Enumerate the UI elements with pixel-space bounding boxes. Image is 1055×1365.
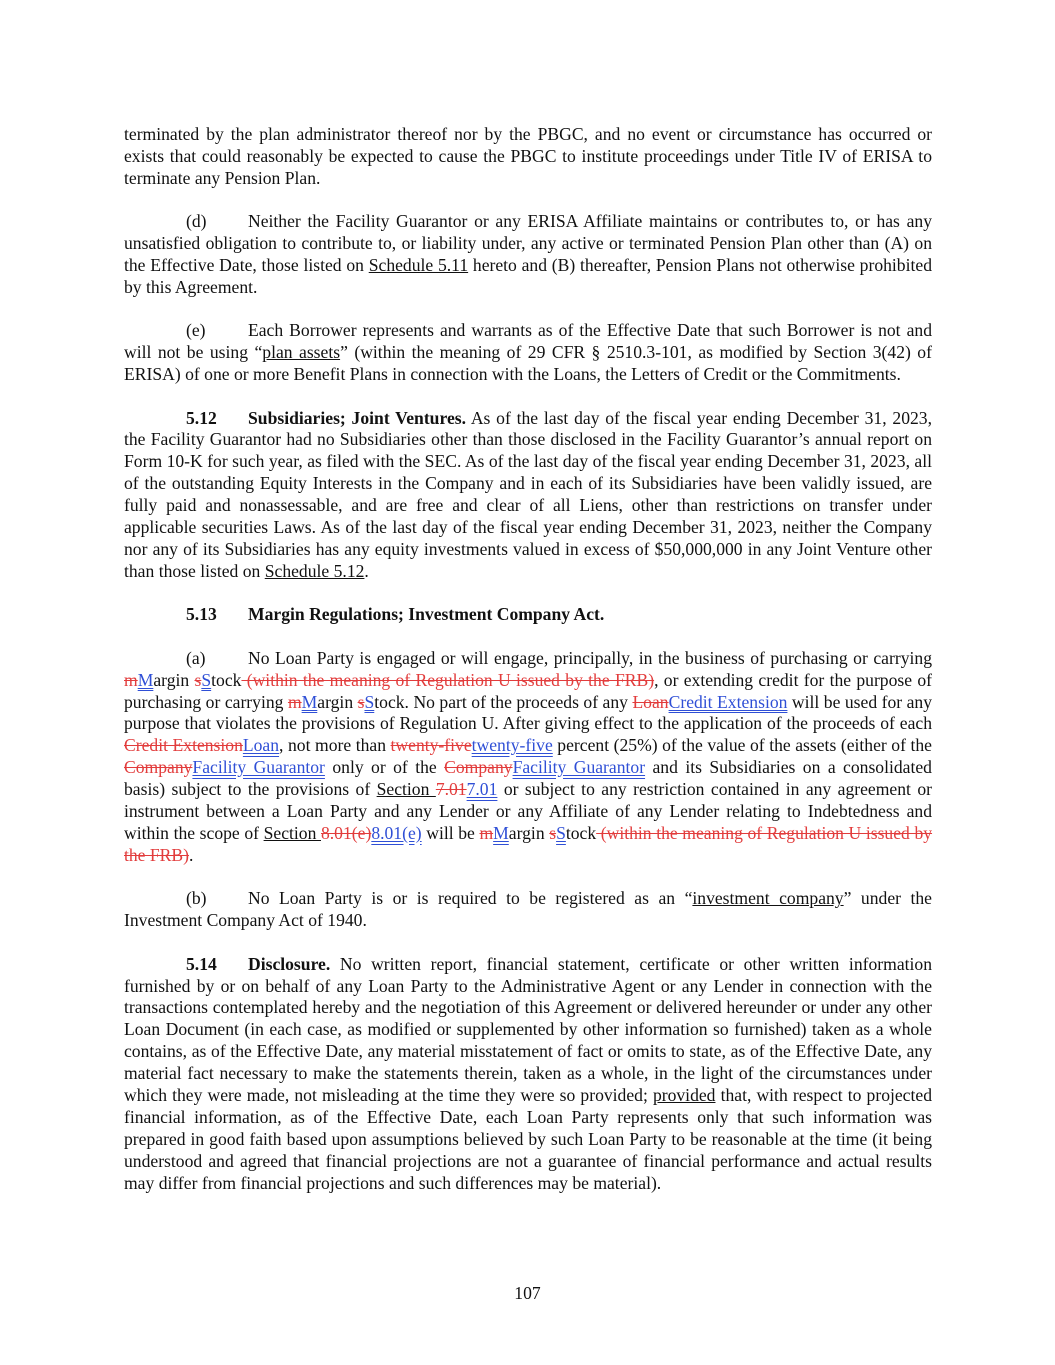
paragraph-text: argin bbox=[317, 691, 358, 712]
paragraph-e bbox=[124, 320, 932, 386]
paragraph-text: argin bbox=[153, 669, 195, 690]
paragraph-text: or subject to any restriction contained in any agreement or instrument between a Loan Party and any Lender or any Affiliate of any Lender relating to Indebtedness and within the scope of bbox=[124, 779, 932, 843]
inserted-text: twenty-five bbox=[471, 735, 553, 756]
clause-label: (b) bbox=[186, 888, 207, 909]
paragraph-text: percent (25%) of the value of the assets (either of the bbox=[552, 735, 932, 756]
deleted-text: (within the meaning of Regulation U issued by the FRB) bbox=[124, 822, 933, 865]
paragraph-text: will be bbox=[421, 822, 480, 843]
paragraph-text: and its Subsidiaries on a consolidated basis) subject to the provisions of bbox=[124, 757, 932, 800]
paragraph-text: will be used for any purpose that violates the provisions of Regulation U. After giving effect to the application of the proceeds of each bbox=[124, 691, 933, 734]
inserted-text: S bbox=[556, 822, 566, 843]
defined-term: provided bbox=[652, 1085, 716, 1106]
inserted-text: Credit Extension bbox=[668, 691, 788, 712]
section-number: 5.13 bbox=[186, 604, 217, 625]
inserted-text: S bbox=[201, 669, 212, 690]
page-body bbox=[124, 124, 932, 1216]
clause-label: (d) bbox=[186, 211, 207, 232]
paragraph-text: No Loan Party is engaged or will engage, principally, in the business of purchasing or carrying bbox=[248, 647, 932, 668]
paragraph-a bbox=[124, 648, 932, 867]
section-number: 5.14 bbox=[186, 953, 217, 974]
paragraph-text: tock. No part of the proceeds of any bbox=[374, 691, 633, 712]
paragraph-text: only or of the bbox=[324, 757, 445, 778]
deleted-text: s bbox=[357, 691, 365, 712]
paragraph-text: ” under the Investment Company Act of 1940. bbox=[124, 888, 932, 931]
deleted-text: Company bbox=[444, 757, 513, 778]
paragraph-text: ” (within the meaning of 29 CFR § 2510.3-101, as modified by Section 3(42) of ERISA) of one or more Benefit Plans in connection with the Loans, the Letters of Credit or the Commitments. bbox=[124, 342, 932, 385]
defined-term: investment company bbox=[692, 888, 844, 909]
paragraph-text: hereto and (B) thereafter, Pension Plans not otherwise prohibited by this Agreement. bbox=[124, 255, 932, 297]
paragraph-text: Neither the Facility Guarantor or any ERISA Affiliate maintains or contributes to, or has any unsatisfied obligation to contribute to, or liability under, any active or terminated Pension Plan other than (A) on the Effective Date, those listed on bbox=[124, 211, 932, 276]
clause-label: (a) bbox=[186, 647, 206, 668]
section-heading: Disclosure. bbox=[248, 953, 331, 974]
section-heading: Subsidiaries; Joint Ventures. bbox=[248, 407, 467, 428]
paragraph-text: tock bbox=[565, 822, 597, 843]
section-5-12 bbox=[124, 408, 932, 583]
paragraph-text: , not more than bbox=[279, 735, 391, 756]
paragraph-text: Each Borrower represents and warrants as of the Effective Date that such Borrower is not and will not be using “ bbox=[124, 320, 932, 363]
section-reference: Section bbox=[376, 779, 436, 800]
section-5-14 bbox=[124, 954, 932, 1195]
deleted-text: twenty-five bbox=[390, 735, 472, 756]
paragraph-text: No written report, financial statement, certificate or other written information furnished by or on behalf of any Loan Party to the Administrative Agent or any Lender in connection with the transactions contemplated hereby and the negotiation of this Agreement or delivered hereunder or under any other Loan Document (in each case, as modified or supplemented by other information so furnished) taken as a whole contains, as of the Effective Date, any material misstatement of fact or omits to state, as of the Effective Date, any material fact necessary to make the statements therein, taken as a whole, in the light of the circumstances under which they were made, not misleading at the time they were so provided; bbox=[124, 953, 932, 1106]
paragraph-text: . bbox=[189, 844, 194, 865]
paragraph-text: . bbox=[364, 560, 369, 581]
deleted-text: 8.01(e) bbox=[320, 822, 372, 843]
deleted-text: 7.01 bbox=[435, 779, 467, 800]
paragraph-text: As of the last day of the fiscal year ending December 31, 2023, the Facility Guarantor had no Subsidiaries other than those disclosed in the Facility Guarantor’s annual report on Form 10-K for such year, as filed with the SEC. As of the last day of the fiscal year ending December 31, 2023, all of the outstanding Equity Interests in the Company and in each of its Subsidiaries have been validly issued, are fully paid and nonassessable, and are free and clear of all Liens, other than restrictions on transfer under applicable securities Laws. As of the last day of the fiscal year ending December 31, 2023, neither the Company nor any of its Subsidiaries has any equity investments valued in excess of $50,000,000 in any Joint Venture other than those listed on bbox=[124, 407, 932, 581]
paragraph-text: that, with respect to projected financial information, as of the Effective Date, each Loan Party represents only that such information was prepared in good faith based upon assumptions believed by such Loan Party to be reasonable at the time (it being understood and agreed that financial projections are not a guarantee of financial performance and actual results may differ from financial projections and such differences may be material). bbox=[124, 1085, 932, 1193]
inserted-text: S bbox=[364, 691, 375, 712]
deleted-text: s bbox=[194, 669, 202, 690]
deleted-text: m bbox=[287, 691, 302, 712]
inserted-text: 7.01 bbox=[466, 779, 498, 800]
deleted-text: (within the meaning of Regulation U issued by the FRB) bbox=[241, 669, 655, 690]
paragraph-text: argin bbox=[508, 822, 550, 843]
paragraph-text: terminated by the plan administrator thereof nor by the PBGC, and no event or circumstance has occurred or exists that could reasonably be expected to cause the PBGC to institute proceedings under Title IV of ERISA to terminate any Pension Plan. bbox=[124, 124, 932, 188]
section-heading: Margin Regulations; Investment Company Act. bbox=[248, 604, 605, 625]
deleted-text: Company bbox=[124, 757, 193, 778]
schedule-reference: Schedule 5.12 bbox=[264, 560, 365, 581]
inserted-text: Loan bbox=[242, 735, 280, 756]
page-number: 107 bbox=[514, 1283, 541, 1303]
section-reference: Section bbox=[263, 822, 321, 843]
paragraph-text: , or extending credit for the purpose of purchasing or carrying bbox=[124, 669, 933, 712]
deleted-text: Credit Extension bbox=[124, 735, 243, 756]
deleted-text: m bbox=[124, 669, 138, 690]
paragraph-b bbox=[124, 888, 932, 932]
section-number: 5.12 bbox=[186, 407, 217, 428]
paragraph-text: tock bbox=[211, 669, 242, 690]
section-5-13-heading bbox=[124, 604, 932, 626]
paragraph-text: No Loan Party is or is required to be registered as an “ bbox=[248, 888, 693, 909]
deleted-text: Loan bbox=[632, 691, 669, 712]
inserted-text: M bbox=[493, 822, 509, 843]
deleted-text: s bbox=[549, 822, 557, 843]
schedule-reference: Schedule 5.11 bbox=[368, 255, 469, 276]
inserted-text: M bbox=[137, 669, 154, 690]
paragraph-continued bbox=[124, 124, 932, 190]
inserted-text: 8.01(e) bbox=[371, 822, 422, 843]
inserted-text: Facility Guarantor bbox=[512, 757, 646, 778]
inserted-text: M bbox=[301, 691, 318, 712]
inserted-text: Facility Guarantor bbox=[192, 757, 325, 778]
deleted-text: m bbox=[479, 822, 494, 843]
defined-term: plan assets bbox=[262, 342, 341, 363]
clause-label: (e) bbox=[186, 320, 206, 341]
paragraph-d bbox=[124, 211, 932, 299]
